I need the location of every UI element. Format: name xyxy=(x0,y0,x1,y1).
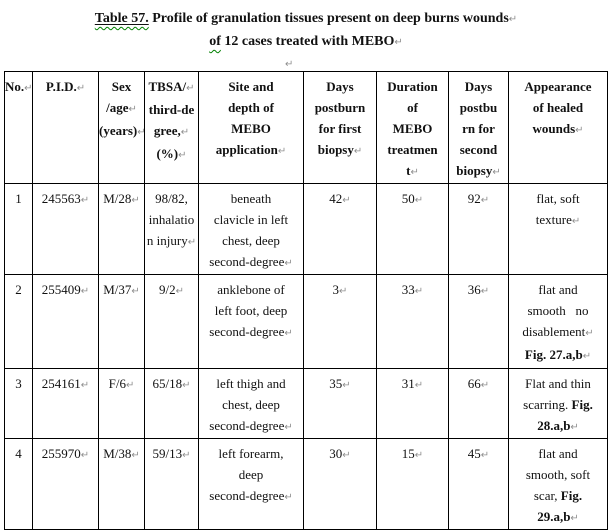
granulation-tissue-table xyxy=(4,71,608,530)
r3-no: 3 xyxy=(5,369,33,439)
title-line-1 xyxy=(0,8,612,31)
r1-appearance: flat, soft texture↵ xyxy=(509,184,608,275)
r1-duration: 50↵ xyxy=(377,184,449,275)
r3-days-first: 35↵ xyxy=(304,369,377,439)
r2-appearance: flat and smooth no disablement↵ Fig. 27.a,b↵ xyxy=(509,275,608,369)
r2-duration: 33↵ xyxy=(377,275,449,369)
r3-appearance: Flat and thin scarring. Fig. 28.a,b↵ xyxy=(509,369,608,439)
r2-days-first: 3↵ xyxy=(304,275,377,369)
col-header-pid: P.I.D.↵ xyxy=(33,72,99,184)
table-row-2 xyxy=(5,275,608,369)
r2-days-second: 36↵ xyxy=(449,275,509,369)
r4-days-first: 30↵ xyxy=(304,439,377,530)
r3-tbsa: 65/18↵ xyxy=(145,369,199,439)
table-row-3 xyxy=(5,369,608,439)
col-header-duration-mebo: Duration of MEBO treatmen t↵ xyxy=(377,72,449,184)
col-header-sex-age: Sex /age↵ (years)↵ xyxy=(99,72,145,184)
col-header-appearance: Appearance of healed wounds↵ xyxy=(509,72,608,184)
table-row-4 xyxy=(5,439,608,530)
r2-pid: 255409↵ xyxy=(33,275,99,369)
col-header-no: No.↵ xyxy=(5,72,33,184)
r4-no: 4 xyxy=(5,439,33,530)
r1-no: 1 xyxy=(5,184,33,275)
col-header-tbsa: TBSA/↵ third-de gree,↵ (%)↵ xyxy=(145,72,199,184)
r2-site-depth: anklebone of left foot, deep second-degree↵ xyxy=(199,275,304,369)
title-table-number: Table 57. xyxy=(94,11,149,26)
r3-duration: 31↵ xyxy=(377,369,449,439)
r3-pid: 254161↵ xyxy=(33,369,99,439)
table-row-1 xyxy=(5,184,608,275)
r1-tbsa: 98/82, inhalatio n injury↵ xyxy=(145,184,199,275)
title-line-2 xyxy=(0,31,612,54)
r4-days-second: 45↵ xyxy=(449,439,509,530)
r2-sex-age: M/37↵ xyxy=(99,275,145,369)
r1-days-first: 42↵ xyxy=(304,184,377,275)
r3-sex-age: F/6↵ xyxy=(99,369,145,439)
title-line1-text: Profile of granulation tissues present on deep burns wounds↵ xyxy=(148,11,518,26)
r1-site-depth: beneath clavicle in left chest, deep second-degree↵ xyxy=(199,184,304,275)
col-header-days-first-biopsy: Days postburn for first biopsy↵ xyxy=(304,72,377,184)
r4-appearance: flat and smooth, soft scar, Fig. 29.a,b↵ xyxy=(509,439,608,530)
title-line2-text: 12 cases treated with MEBO↵ xyxy=(220,34,403,49)
r4-sex-age: M/38↵ xyxy=(99,439,145,530)
r1-sex-age: M/28↵ xyxy=(99,184,145,275)
paragraph-return-mark: ↵ xyxy=(285,59,294,70)
title-line2-of: of xyxy=(209,34,221,49)
col-header-site-depth: Site and depth of MEBO application↵ xyxy=(199,72,304,184)
header-row xyxy=(5,72,608,184)
r4-tbsa: 59/13↵ xyxy=(145,439,199,530)
r4-site-depth: left forearm, deep second-degree↵ xyxy=(199,439,304,530)
r3-site-depth: left thigh and chest, deep second-degree↵ xyxy=(199,369,304,439)
r3-days-second: 66↵ xyxy=(449,369,509,439)
col-header-days-second-biopsy: Days postbu rn for second biopsy↵ xyxy=(449,72,509,184)
table-title xyxy=(0,8,612,54)
r2-tbsa: 9/2↵ xyxy=(145,275,199,369)
r1-days-second: 92↵ xyxy=(449,184,509,275)
r4-pid: 255970↵ xyxy=(33,439,99,530)
r4-duration: 15↵ xyxy=(377,439,449,530)
r1-pid: 245563↵ xyxy=(33,184,99,275)
r2-no: 2 xyxy=(5,275,33,369)
